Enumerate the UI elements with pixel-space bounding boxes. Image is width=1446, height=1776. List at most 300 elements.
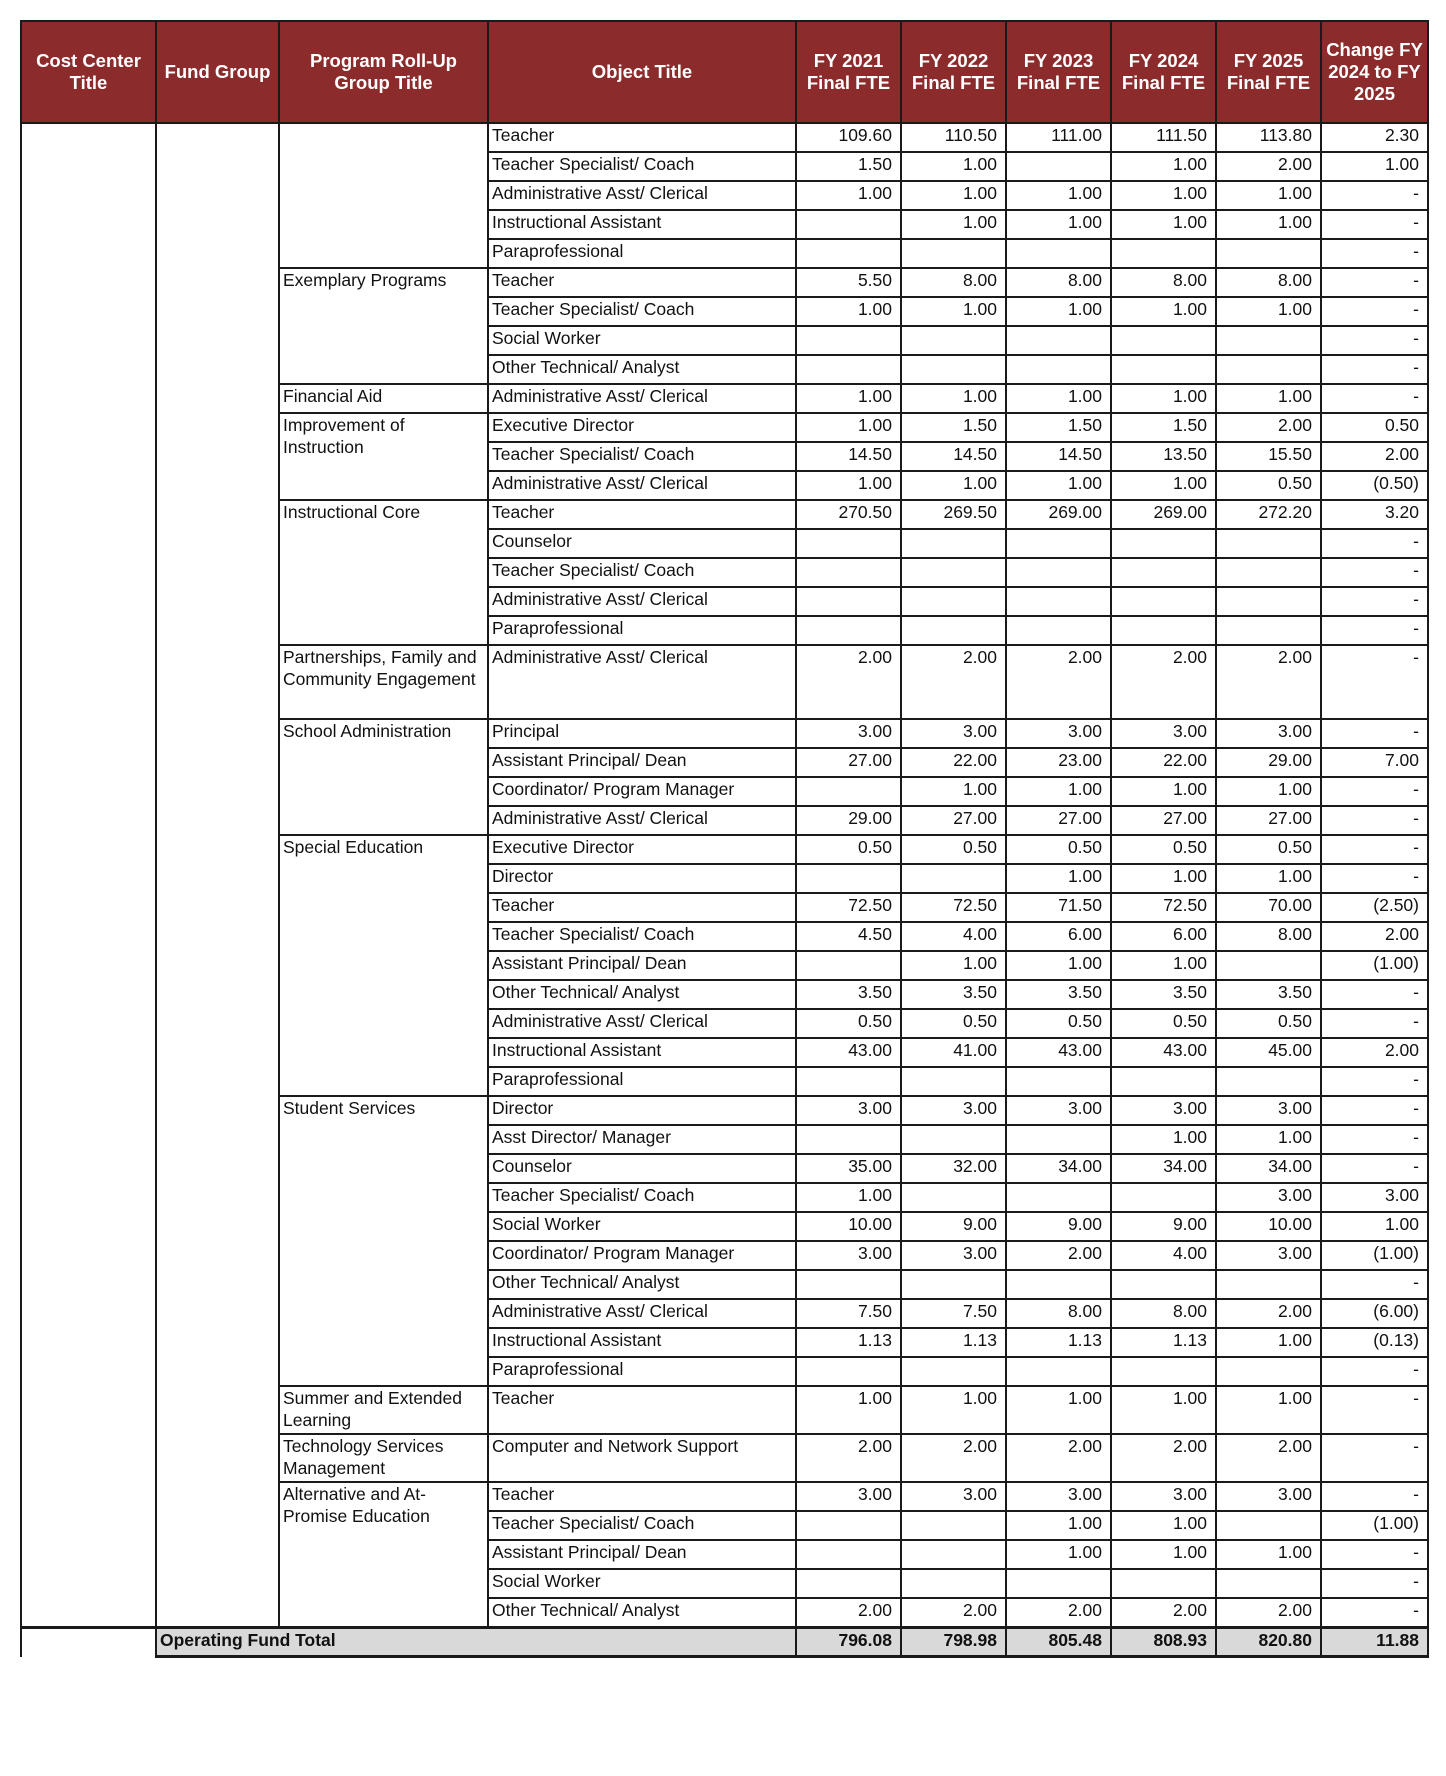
fy2021-cell bbox=[796, 616, 901, 645]
fy2022-cell: 9.00 bbox=[901, 1212, 1006, 1241]
fund-group-cell bbox=[156, 123, 279, 1628]
object-title-cell: Director bbox=[488, 864, 796, 893]
fy2025-cell: 1.00 bbox=[1216, 864, 1321, 893]
change-cell: - bbox=[1321, 587, 1428, 616]
fy2021-cell: 2.00 bbox=[796, 1434, 901, 1482]
object-title-cell: Teacher bbox=[488, 500, 796, 529]
change-cell: (6.00) bbox=[1321, 1299, 1428, 1328]
fy2021-cell bbox=[796, 587, 901, 616]
total-fy2021: 796.08 bbox=[796, 1628, 901, 1657]
fy2022-cell: 0.50 bbox=[901, 835, 1006, 864]
object-title-cell: Instructional Assistant bbox=[488, 210, 796, 239]
total-change: 11.88 bbox=[1321, 1628, 1428, 1657]
fy2023-cell: 2.00 bbox=[1006, 1598, 1111, 1628]
change-cell: - bbox=[1321, 806, 1428, 835]
fy2023-cell: 0.50 bbox=[1006, 1009, 1111, 1038]
fy2022-cell: 3.00 bbox=[901, 1096, 1006, 1125]
program-group-cell: Partnerships, Family and Community Engagement bbox=[279, 645, 488, 719]
fy2024-cell bbox=[1111, 529, 1216, 558]
fy2024-cell: 0.50 bbox=[1111, 1009, 1216, 1038]
fy2021-cell bbox=[796, 864, 901, 893]
fy2025-cell: 45.00 bbox=[1216, 1038, 1321, 1067]
fy2025-cell: 3.00 bbox=[1216, 719, 1321, 748]
fy2024-cell: 13.50 bbox=[1111, 442, 1216, 471]
object-title-cell: Social Worker bbox=[488, 1569, 796, 1598]
fy2025-cell: 1.00 bbox=[1216, 384, 1321, 413]
fy2023-cell: 1.00 bbox=[1006, 864, 1111, 893]
object-title-cell: Other Technical/ Analyst bbox=[488, 1270, 796, 1299]
fy2023-cell: 3.00 bbox=[1006, 719, 1111, 748]
fy2023-cell bbox=[1006, 616, 1111, 645]
change-cell: - bbox=[1321, 1482, 1428, 1511]
fy2023-cell bbox=[1006, 558, 1111, 587]
object-title-cell: Teacher bbox=[488, 893, 796, 922]
fy2025-cell: 2.00 bbox=[1216, 1598, 1321, 1628]
fy2024-cell: 1.00 bbox=[1111, 951, 1216, 980]
fy2024-cell: 4.00 bbox=[1111, 1241, 1216, 1270]
fy2024-cell: 72.50 bbox=[1111, 893, 1216, 922]
fy2021-cell: 1.50 bbox=[796, 152, 901, 181]
table-body bbox=[21, 123, 1428, 1657]
fy2023-cell bbox=[1006, 529, 1111, 558]
fy2025-cell: 272.20 bbox=[1216, 500, 1321, 529]
fy2022-cell bbox=[901, 1540, 1006, 1569]
fy2022-cell bbox=[901, 1125, 1006, 1154]
change-cell: - bbox=[1321, 1009, 1428, 1038]
fy2024-cell: 1.00 bbox=[1111, 384, 1216, 413]
change-cell: - bbox=[1321, 210, 1428, 239]
fy2021-cell: 1.00 bbox=[796, 1386, 901, 1434]
table-row bbox=[21, 123, 1428, 152]
fy2025-cell: 70.00 bbox=[1216, 893, 1321, 922]
fy2023-cell: 9.00 bbox=[1006, 1212, 1111, 1241]
fy2022-cell: 0.50 bbox=[901, 1009, 1006, 1038]
fy2023-cell: 1.00 bbox=[1006, 297, 1111, 326]
fy2021-cell: 3.00 bbox=[796, 1482, 901, 1511]
fy2021-cell bbox=[796, 1569, 901, 1598]
fy2023-cell bbox=[1006, 1270, 1111, 1299]
fy2023-cell: 0.50 bbox=[1006, 835, 1111, 864]
fy2023-cell: 2.00 bbox=[1006, 1434, 1111, 1482]
object-title-cell: Instructional Assistant bbox=[488, 1328, 796, 1357]
fy2024-cell bbox=[1111, 326, 1216, 355]
fy2023-cell bbox=[1006, 326, 1111, 355]
fy2024-cell: 8.00 bbox=[1111, 1299, 1216, 1328]
fy2024-cell bbox=[1111, 558, 1216, 587]
fy2025-cell: 15.50 bbox=[1216, 442, 1321, 471]
fy2024-cell: 1.00 bbox=[1111, 777, 1216, 806]
object-title-cell: Counselor bbox=[488, 529, 796, 558]
fy2024-cell: 1.00 bbox=[1111, 1540, 1216, 1569]
object-title-cell: Paraprofessional bbox=[488, 239, 796, 268]
object-title-cell: Assistant Principal/ Dean bbox=[488, 1540, 796, 1569]
fy2022-cell bbox=[901, 587, 1006, 616]
fy2025-cell: 2.00 bbox=[1216, 413, 1321, 442]
fy2022-cell: 2.00 bbox=[901, 1598, 1006, 1628]
fy2021-cell bbox=[796, 1511, 901, 1540]
object-title-cell: Computer and Network Support bbox=[488, 1434, 796, 1482]
fy2025-cell: 8.00 bbox=[1216, 268, 1321, 297]
fy2024-cell bbox=[1111, 239, 1216, 268]
fy2025-cell: 3.00 bbox=[1216, 1482, 1321, 1511]
fy2023-cell: 1.00 bbox=[1006, 1386, 1111, 1434]
fy2025-cell bbox=[1216, 355, 1321, 384]
fy2023-cell bbox=[1006, 355, 1111, 384]
fy2021-cell: 1.00 bbox=[796, 181, 901, 210]
fy2021-cell: 1.00 bbox=[796, 413, 901, 442]
fy2022-cell: 22.00 bbox=[901, 748, 1006, 777]
change-cell: - bbox=[1321, 1154, 1428, 1183]
total-fy2025: 820.80 bbox=[1216, 1628, 1321, 1657]
fy2024-cell: 43.00 bbox=[1111, 1038, 1216, 1067]
fy2021-cell: 1.00 bbox=[796, 297, 901, 326]
fy2023-cell: 27.00 bbox=[1006, 806, 1111, 835]
fy2025-cell bbox=[1216, 1511, 1321, 1540]
change-cell: - bbox=[1321, 1096, 1428, 1125]
object-title-cell: Teacher Specialist/ Coach bbox=[488, 442, 796, 471]
fy2021-cell bbox=[796, 1357, 901, 1386]
fy2025-cell: 1.00 bbox=[1216, 297, 1321, 326]
change-cell: - bbox=[1321, 355, 1428, 384]
change-cell: 0.50 bbox=[1321, 413, 1428, 442]
fy2025-cell: 2.00 bbox=[1216, 1434, 1321, 1482]
fy2023-cell bbox=[1006, 152, 1111, 181]
fy2021-cell: 10.00 bbox=[796, 1212, 901, 1241]
fy2022-cell bbox=[901, 355, 1006, 384]
fy2024-cell: 269.00 bbox=[1111, 500, 1216, 529]
fy2023-cell: 34.00 bbox=[1006, 1154, 1111, 1183]
change-cell: - bbox=[1321, 1434, 1428, 1482]
fy2021-cell bbox=[796, 1540, 901, 1569]
fy2022-cell bbox=[901, 1270, 1006, 1299]
fy2025-cell: 3.50 bbox=[1216, 980, 1321, 1009]
fy2022-cell bbox=[901, 239, 1006, 268]
fy2024-cell bbox=[1111, 1270, 1216, 1299]
fy2024-cell bbox=[1111, 587, 1216, 616]
fy2023-cell: 71.50 bbox=[1006, 893, 1111, 922]
fy2022-cell bbox=[901, 1357, 1006, 1386]
header-fund-group: Fund Group bbox=[156, 21, 279, 123]
fy2022-cell bbox=[901, 529, 1006, 558]
fy2022-cell: 1.00 bbox=[901, 181, 1006, 210]
fy2023-cell: 6.00 bbox=[1006, 922, 1111, 951]
fy2025-cell bbox=[1216, 587, 1321, 616]
fy2021-cell: 14.50 bbox=[796, 442, 901, 471]
fy2022-cell bbox=[901, 1569, 1006, 1598]
fy2025-cell bbox=[1216, 951, 1321, 980]
fy2023-cell: 3.00 bbox=[1006, 1482, 1111, 1511]
change-cell: (1.00) bbox=[1321, 1511, 1428, 1540]
fy2021-cell: 5.50 bbox=[796, 268, 901, 297]
fy2023-cell: 43.00 bbox=[1006, 1038, 1111, 1067]
fy2025-cell: 2.00 bbox=[1216, 645, 1321, 719]
fy2021-cell: 29.00 bbox=[796, 806, 901, 835]
object-title-cell: Teacher bbox=[488, 1386, 796, 1434]
change-cell: - bbox=[1321, 616, 1428, 645]
fy2024-cell: 3.50 bbox=[1111, 980, 1216, 1009]
fy2022-cell: 72.50 bbox=[901, 893, 1006, 922]
program-group-cell: Special Education bbox=[279, 835, 488, 1096]
fy2023-cell: 1.13 bbox=[1006, 1328, 1111, 1357]
change-cell: - bbox=[1321, 1270, 1428, 1299]
fy2025-cell bbox=[1216, 1357, 1321, 1386]
fy2022-cell bbox=[901, 326, 1006, 355]
object-title-cell: Other Technical/ Analyst bbox=[488, 1598, 796, 1628]
fy2024-cell: 27.00 bbox=[1111, 806, 1216, 835]
fy2021-cell bbox=[796, 1067, 901, 1096]
object-title-cell: Administrative Asst/ Clerical bbox=[488, 1009, 796, 1038]
header-fy2021: FY 2021 Final FTE bbox=[796, 21, 901, 123]
total-lead-cell bbox=[21, 1628, 156, 1657]
fy2021-cell: 1.13 bbox=[796, 1328, 901, 1357]
change-cell: - bbox=[1321, 297, 1428, 326]
header-fy2023: FY 2023 Final FTE bbox=[1006, 21, 1111, 123]
total-fy2023: 805.48 bbox=[1006, 1628, 1111, 1657]
header-object: Object Title bbox=[488, 21, 796, 123]
fy2024-cell: 1.00 bbox=[1111, 181, 1216, 210]
fy2023-cell bbox=[1006, 1357, 1111, 1386]
fy2025-cell: 1.00 bbox=[1216, 777, 1321, 806]
change-cell: - bbox=[1321, 1386, 1428, 1434]
fy2021-cell: 7.50 bbox=[796, 1299, 901, 1328]
fy2024-cell bbox=[1111, 1067, 1216, 1096]
change-cell: 3.00 bbox=[1321, 1183, 1428, 1212]
fy2022-cell: 3.00 bbox=[901, 1241, 1006, 1270]
header-row bbox=[21, 21, 1428, 123]
object-title-cell: Paraprofessional bbox=[488, 1067, 796, 1096]
fy2024-cell: 3.00 bbox=[1111, 1482, 1216, 1511]
fy2021-cell bbox=[796, 1125, 901, 1154]
object-title-cell: Social Worker bbox=[488, 326, 796, 355]
change-cell: - bbox=[1321, 268, 1428, 297]
fy2022-cell: 1.13 bbox=[901, 1328, 1006, 1357]
object-title-cell: Counselor bbox=[488, 1154, 796, 1183]
object-title-cell: Principal bbox=[488, 719, 796, 748]
change-cell: - bbox=[1321, 980, 1428, 1009]
program-group-cell: School Administration bbox=[279, 719, 488, 835]
program-group-cell: Exemplary Programs bbox=[279, 268, 488, 384]
fy2022-cell bbox=[901, 1067, 1006, 1096]
object-title-cell: Teacher Specialist/ Coach bbox=[488, 297, 796, 326]
fy2025-cell bbox=[1216, 529, 1321, 558]
fy2022-cell: 1.00 bbox=[901, 777, 1006, 806]
fy2023-cell: 2.00 bbox=[1006, 1241, 1111, 1270]
fy2022-cell: 1.00 bbox=[901, 1386, 1006, 1434]
change-cell: - bbox=[1321, 1357, 1428, 1386]
fy2021-cell: 109.60 bbox=[796, 123, 901, 152]
fy2023-cell: 23.00 bbox=[1006, 748, 1111, 777]
fy2024-cell: 1.00 bbox=[1111, 1386, 1216, 1434]
change-cell: - bbox=[1321, 558, 1428, 587]
object-title-cell: Administrative Asst/ Clerical bbox=[488, 1299, 796, 1328]
fy2024-cell: 2.00 bbox=[1111, 1434, 1216, 1482]
total-row bbox=[21, 1628, 1428, 1657]
fy2024-cell: 2.00 bbox=[1111, 645, 1216, 719]
change-cell: 1.00 bbox=[1321, 1212, 1428, 1241]
fy2024-cell bbox=[1111, 1183, 1216, 1212]
header-fy2024: FY 2024 Final FTE bbox=[1111, 21, 1216, 123]
object-title-cell: Coordinator/ Program Manager bbox=[488, 777, 796, 806]
fy2025-cell: 1.00 bbox=[1216, 181, 1321, 210]
change-cell: - bbox=[1321, 529, 1428, 558]
fy2021-cell: 2.00 bbox=[796, 1598, 901, 1628]
fy2022-cell bbox=[901, 1511, 1006, 1540]
change-cell: - bbox=[1321, 864, 1428, 893]
fy2025-cell bbox=[1216, 616, 1321, 645]
fy2023-cell: 1.00 bbox=[1006, 1540, 1111, 1569]
fy2024-cell bbox=[1111, 355, 1216, 384]
fy2023-cell bbox=[1006, 587, 1111, 616]
fy2024-cell: 1.00 bbox=[1111, 210, 1216, 239]
fy2025-cell bbox=[1216, 326, 1321, 355]
object-title-cell: Teacher Specialist/ Coach bbox=[488, 922, 796, 951]
total-fy2022: 798.98 bbox=[901, 1628, 1006, 1657]
fy2025-cell: 10.00 bbox=[1216, 1212, 1321, 1241]
change-cell: - bbox=[1321, 777, 1428, 806]
fy2023-cell: 8.00 bbox=[1006, 268, 1111, 297]
fy2022-cell: 7.50 bbox=[901, 1299, 1006, 1328]
fy2023-cell bbox=[1006, 1067, 1111, 1096]
object-title-cell: Executive Director bbox=[488, 835, 796, 864]
fy2024-cell bbox=[1111, 1357, 1216, 1386]
change-cell: 2.30 bbox=[1321, 123, 1428, 152]
object-title-cell: Paraprofessional bbox=[488, 1357, 796, 1386]
object-title-cell: Social Worker bbox=[488, 1212, 796, 1241]
fy2022-cell: 3.00 bbox=[901, 1482, 1006, 1511]
fy2024-cell: 2.00 bbox=[1111, 1598, 1216, 1628]
fy2022-cell: 110.50 bbox=[901, 123, 1006, 152]
fy2022-cell bbox=[901, 616, 1006, 645]
object-title-cell: Teacher Specialist/ Coach bbox=[488, 152, 796, 181]
fy2021-cell: 0.50 bbox=[796, 1009, 901, 1038]
fy2023-cell: 1.00 bbox=[1006, 1511, 1111, 1540]
change-cell: - bbox=[1321, 384, 1428, 413]
fy2024-cell: 1.13 bbox=[1111, 1328, 1216, 1357]
header-cost-center: Cost Center Title bbox=[21, 21, 156, 123]
fy2024-cell: 111.50 bbox=[1111, 123, 1216, 152]
program-group-cell bbox=[279, 123, 488, 268]
fy2024-cell: 1.00 bbox=[1111, 1125, 1216, 1154]
change-cell: 3.20 bbox=[1321, 500, 1428, 529]
fy2022-cell: 4.00 bbox=[901, 922, 1006, 951]
fy2025-cell: 113.80 bbox=[1216, 123, 1321, 152]
header-program: Program Roll-Up Group Title bbox=[279, 21, 488, 123]
header-fy2022: FY 2022 Final FTE bbox=[901, 21, 1006, 123]
fy2024-cell: 34.00 bbox=[1111, 1154, 1216, 1183]
fy2024-cell: 3.00 bbox=[1111, 719, 1216, 748]
change-cell: 2.00 bbox=[1321, 922, 1428, 951]
change-cell: - bbox=[1321, 181, 1428, 210]
fy2022-cell: 1.00 bbox=[901, 152, 1006, 181]
fy2024-cell: 1.00 bbox=[1111, 864, 1216, 893]
fy2024-cell: 8.00 bbox=[1111, 268, 1216, 297]
fy2025-cell: 8.00 bbox=[1216, 922, 1321, 951]
fy2024-cell: 1.00 bbox=[1111, 297, 1216, 326]
change-cell: (1.00) bbox=[1321, 1241, 1428, 1270]
fy2023-cell: 1.00 bbox=[1006, 384, 1111, 413]
fy2024-cell: 1.00 bbox=[1111, 152, 1216, 181]
object-title-cell: Teacher Specialist/ Coach bbox=[488, 558, 796, 587]
object-title-cell: Teacher Specialist/ Coach bbox=[488, 1183, 796, 1212]
fy2022-cell: 41.00 bbox=[901, 1038, 1006, 1067]
change-cell: - bbox=[1321, 1598, 1428, 1628]
cost-center-cell bbox=[21, 123, 156, 1628]
fy2025-cell: 1.00 bbox=[1216, 1125, 1321, 1154]
object-title-cell: Administrative Asst/ Clerical bbox=[488, 587, 796, 616]
change-cell: - bbox=[1321, 1067, 1428, 1096]
program-group-cell: Summer and Extended Learning bbox=[279, 1386, 488, 1434]
fy2022-cell: 2.00 bbox=[901, 645, 1006, 719]
fy2021-cell: 270.50 bbox=[796, 500, 901, 529]
fy2025-cell: 3.00 bbox=[1216, 1241, 1321, 1270]
fy2023-cell: 1.00 bbox=[1006, 181, 1111, 210]
fy2023-cell: 2.00 bbox=[1006, 645, 1111, 719]
change-cell: - bbox=[1321, 835, 1428, 864]
fy2023-cell: 1.00 bbox=[1006, 471, 1111, 500]
fy2025-cell bbox=[1216, 1067, 1321, 1096]
program-group-cell: Student Services bbox=[279, 1096, 488, 1386]
change-cell: - bbox=[1321, 239, 1428, 268]
fy2023-cell: 1.00 bbox=[1006, 777, 1111, 806]
fy2025-cell: 3.00 bbox=[1216, 1096, 1321, 1125]
object-title-cell: Asst Director/ Manager bbox=[488, 1125, 796, 1154]
fy2025-cell: 2.00 bbox=[1216, 152, 1321, 181]
fy2023-cell: 3.50 bbox=[1006, 980, 1111, 1009]
fy2023-cell bbox=[1006, 1569, 1111, 1598]
change-cell: (2.50) bbox=[1321, 893, 1428, 922]
fy2023-cell: 1.00 bbox=[1006, 951, 1111, 980]
fy2022-cell: 14.50 bbox=[901, 442, 1006, 471]
fy2023-cell: 1.00 bbox=[1006, 210, 1111, 239]
fy2024-cell: 1.00 bbox=[1111, 471, 1216, 500]
fy2025-cell: 1.00 bbox=[1216, 210, 1321, 239]
fy2021-cell bbox=[796, 529, 901, 558]
fy2022-cell: 1.00 bbox=[901, 951, 1006, 980]
fy2023-cell: 269.00 bbox=[1006, 500, 1111, 529]
fy2025-cell: 2.00 bbox=[1216, 1299, 1321, 1328]
fy2025-cell bbox=[1216, 239, 1321, 268]
fy2022-cell: 1.00 bbox=[901, 384, 1006, 413]
change-cell: - bbox=[1321, 1569, 1428, 1598]
fy2022-cell: 1.00 bbox=[901, 210, 1006, 239]
fy2025-cell bbox=[1216, 1270, 1321, 1299]
fy2021-cell bbox=[796, 326, 901, 355]
fy2022-cell: 2.00 bbox=[901, 1434, 1006, 1482]
object-title-cell: Administrative Asst/ Clerical bbox=[488, 806, 796, 835]
fy2023-cell: 3.00 bbox=[1006, 1096, 1111, 1125]
total-label: Operating Fund Total bbox=[156, 1628, 796, 1657]
fy2024-cell: 22.00 bbox=[1111, 748, 1216, 777]
fy2025-cell: 1.00 bbox=[1216, 1328, 1321, 1357]
fy2024-cell: 1.50 bbox=[1111, 413, 1216, 442]
object-title-cell: Assistant Principal/ Dean bbox=[488, 951, 796, 980]
fy2025-cell: 0.50 bbox=[1216, 835, 1321, 864]
fy2022-cell: 3.00 bbox=[901, 719, 1006, 748]
fy2021-cell: 3.00 bbox=[796, 1241, 901, 1270]
change-cell: - bbox=[1321, 326, 1428, 355]
fy2023-cell bbox=[1006, 1183, 1111, 1212]
fy2023-cell: 14.50 bbox=[1006, 442, 1111, 471]
fy2022-cell bbox=[901, 1183, 1006, 1212]
fy2024-cell bbox=[1111, 1569, 1216, 1598]
object-title-cell: Director bbox=[488, 1096, 796, 1125]
fy2021-cell: 3.00 bbox=[796, 719, 901, 748]
object-title-cell: Teacher Specialist/ Coach bbox=[488, 1511, 796, 1540]
fy2024-cell: 6.00 bbox=[1111, 922, 1216, 951]
object-title-cell: Teacher bbox=[488, 1482, 796, 1511]
object-title-cell: Administrative Asst/ Clerical bbox=[488, 645, 796, 719]
fy2021-cell bbox=[796, 210, 901, 239]
